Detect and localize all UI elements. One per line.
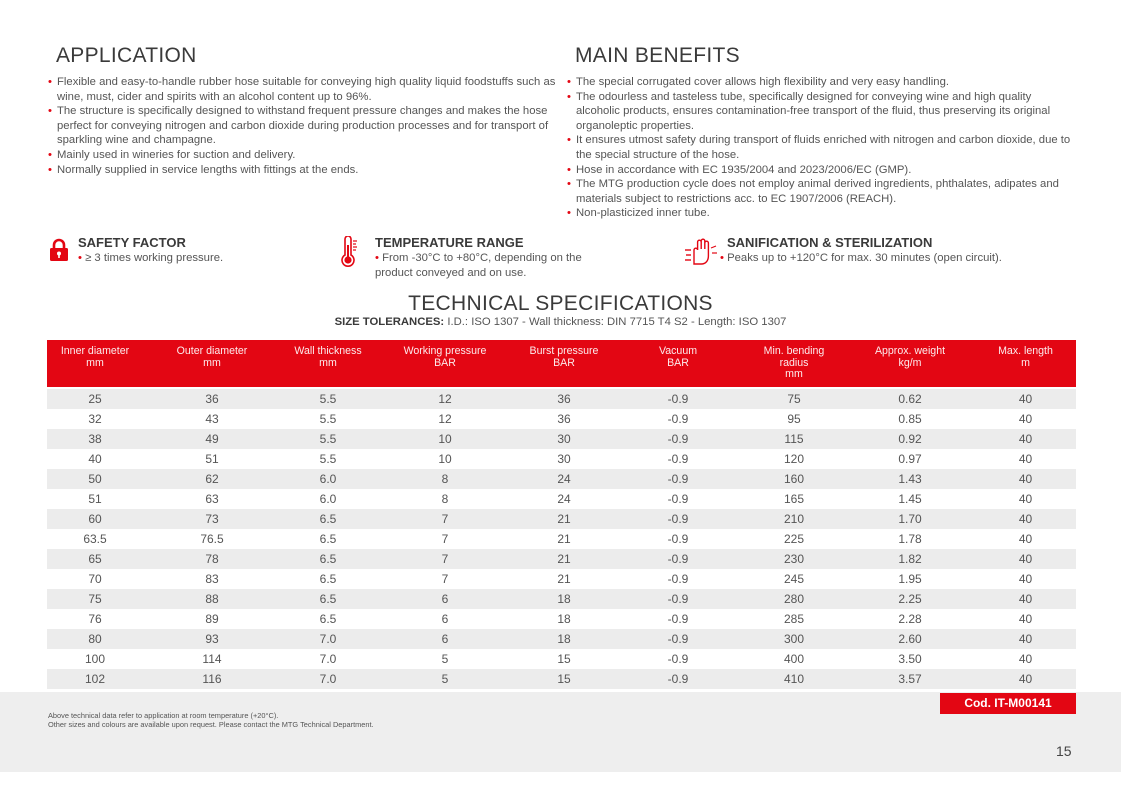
table-cell: 165	[783, 492, 805, 506]
application-bullet: • Mainly used in wineries for suction and delivery.	[48, 148, 558, 163]
table-cell: 15	[557, 652, 571, 666]
page-number: 15	[1056, 743, 1072, 759]
table-cell: 3.50	[898, 652, 922, 666]
table-cell: 6.5	[319, 512, 337, 526]
table-cell: -0.9	[667, 552, 689, 566]
column-header-line: Vacuum	[658, 345, 698, 357]
table-row	[47, 449, 1076, 469]
table-cell: 21	[557, 552, 571, 566]
table-cell: 3.57	[898, 672, 922, 686]
safety-factor-title: SAFETY FACTOR	[78, 235, 186, 250]
table-row	[47, 489, 1076, 509]
table-cell: 5.5	[319, 392, 337, 406]
table-row	[47, 469, 1076, 489]
column-header-line: Working pressure	[403, 345, 487, 357]
table-cell: 15	[557, 672, 571, 686]
column-header-line: Approx. weight	[874, 345, 946, 357]
table-cell: 10	[438, 452, 452, 466]
temperature-range-text-1: From -30°C to +80°C, depending on the	[382, 252, 582, 264]
table-cell: 63	[205, 492, 219, 506]
padlock-icon	[48, 238, 70, 262]
column-header-line: mm	[86, 356, 104, 369]
column-header-line: mm	[319, 356, 337, 369]
table-cell: 115	[784, 432, 804, 446]
table-cell: 5	[441, 652, 449, 666]
table-cell: 1.43	[898, 472, 922, 486]
footnote	[48, 711, 374, 729]
table-cell: 18	[557, 592, 571, 606]
benefits-bullet: • Hose in accordance with EC 1935/2004 and 2023/2006/EC (GMP).	[567, 163, 1077, 178]
table-cell: 40	[1018, 612, 1033, 626]
table-cell: 102	[84, 672, 106, 686]
table-cell: 7	[441, 532, 449, 546]
table-cell: 63.5	[83, 532, 107, 546]
size-tolerances	[0, 316, 1121, 328]
sanification-title: SANIFICATION & STERILIZATION	[727, 235, 933, 250]
table-cell: 7	[441, 552, 449, 566]
table-cell: 93	[205, 632, 219, 646]
column-header-line: mm	[203, 356, 221, 369]
column-header	[375, 340, 515, 387]
column-header	[975, 340, 1076, 387]
table-cell: 62	[205, 472, 219, 486]
table-cell: -0.9	[667, 472, 689, 486]
table-cell: 6.5	[319, 552, 337, 566]
table-cell: 24	[557, 492, 571, 506]
column-header	[613, 340, 743, 387]
table-row	[47, 409, 1076, 429]
table-cell: 78	[205, 552, 219, 566]
table-cell: 40	[1018, 532, 1033, 546]
table-cell: 83	[205, 572, 219, 586]
table-cell: -0.9	[667, 432, 689, 446]
benefits-bullet: • The special corrugated cover allows high flexibility and very easy handling.	[567, 75, 1077, 90]
table-cell: -0.9	[667, 652, 689, 666]
column-header-line: Outer diameter	[176, 345, 248, 357]
table-cell: -0.9	[667, 592, 689, 606]
table-cell: -0.9	[667, 392, 689, 406]
table-row	[47, 529, 1076, 549]
table-cell: 5.5	[319, 432, 337, 446]
table-cell: 2.28	[898, 612, 922, 626]
application-title: APPLICATION	[56, 44, 197, 67]
table-cell: 210	[783, 512, 805, 526]
table-cell: 1.82	[898, 552, 922, 566]
temperature-range-title: TEMPERATURE RANGE	[375, 235, 524, 250]
table-cell: 21	[557, 512, 571, 526]
table-cell: 36	[557, 392, 571, 406]
table-cell: -0.9	[667, 512, 689, 526]
table-cell: 1.45	[898, 492, 922, 506]
column-header	[515, 340, 613, 387]
column-header-line: BAR	[553, 356, 575, 369]
table-cell: 5.5	[319, 412, 337, 426]
column-header	[143, 340, 281, 387]
table-cell: -0.9	[667, 572, 689, 586]
column-header-line: Min. bending	[763, 345, 825, 357]
table-row	[47, 609, 1076, 629]
table-cell: 0.85	[898, 412, 922, 426]
table-cell: 75	[88, 592, 102, 606]
table-cell: 1.78	[898, 532, 922, 546]
table-cell: -0.9	[667, 412, 689, 426]
table-cell: 40	[1018, 552, 1033, 566]
table-cell: 225	[783, 532, 805, 546]
product-code-badge: Cod. IT-M00141	[940, 693, 1076, 714]
table-cell: 76.5	[200, 532, 224, 546]
column-header-line: Inner diameter	[60, 345, 130, 357]
table-row	[47, 649, 1076, 669]
table-cell: 6.5	[319, 532, 337, 546]
table-row	[47, 389, 1076, 409]
column-header	[281, 340, 375, 387]
table-row	[47, 589, 1076, 609]
table-cell: 32	[88, 412, 102, 426]
table-cell: 12	[438, 412, 452, 426]
table-row	[47, 569, 1076, 589]
benefits-list	[567, 75, 1077, 221]
table-cell: 6.0	[319, 492, 337, 506]
table-cell: 7.0	[319, 632, 337, 646]
size-tolerances-label: SIZE TOLERANCES:	[334, 316, 445, 328]
table-cell: 40	[1018, 392, 1033, 406]
size-tolerances-text: I.D.: ISO 1307 - Wall thickness: DIN 7715 T4 S2 - Length: ISO 1307	[444, 316, 787, 328]
table-cell: 12	[438, 392, 452, 406]
table-cell: 300	[783, 632, 805, 646]
column-header-line: Burst pressure	[529, 345, 599, 357]
table-cell: 18	[557, 632, 571, 646]
table-cell: 36	[205, 392, 219, 406]
spec-table-header	[47, 340, 1076, 387]
benefits-bullet: • It ensures utmost safety during transport of fluids enriched with nitrogen and carbon dioxide, due to the special structure of the hose.	[567, 133, 1077, 162]
table-cell: 160	[783, 472, 805, 486]
table-cell: 25	[88, 392, 102, 406]
table-cell: 51	[205, 452, 219, 466]
application-bullet: • Flexible and easy-to-handle rubber hose suitable for conveying high quality liquid foodstuffs such as wine, must, cider and spirits with an alcohol content up to 96%.	[48, 75, 558, 104]
table-cell: 40	[1018, 572, 1033, 586]
application-bullet: • The structure is specifically designed to withstand frequent pressure changes and makes the hose perfect for conveying nitrogen and carbon dioxide during production processes and for transport of sparkling wine and champagne.	[48, 104, 558, 148]
spec-table-body	[47, 389, 1076, 689]
table-cell: 76	[88, 612, 102, 626]
column-header-line: BAR	[434, 356, 456, 369]
table-cell: 6	[441, 612, 449, 626]
table-cell: 70	[88, 572, 102, 586]
table-cell: 120	[783, 452, 805, 466]
table-cell: 0.92	[898, 432, 922, 446]
table-cell: 8	[441, 492, 449, 506]
table-cell: 40	[1018, 472, 1033, 486]
table-cell: 30	[557, 452, 571, 466]
benefits-bullet: • Non-plasticized inner tube.	[567, 206, 1077, 221]
table-cell: 8	[441, 472, 449, 486]
table-cell: 51	[88, 492, 102, 506]
thermometer-icon	[340, 236, 360, 268]
table-cell: 18	[557, 612, 571, 626]
table-cell: -0.9	[667, 612, 689, 626]
table-row	[47, 669, 1076, 689]
table-cell: 7.0	[319, 652, 337, 666]
table-cell: 50	[88, 472, 102, 486]
table-cell: -0.9	[667, 452, 689, 466]
table-cell: -0.9	[667, 672, 689, 686]
sanification-text: Peaks up to +120°C for max. 30 minutes (open circuit).	[727, 252, 1002, 264]
table-row	[47, 509, 1076, 529]
temperature-range-text-2: product conveyed and on use.	[375, 266, 527, 279]
table-cell: 5.5	[319, 452, 337, 466]
table-cell: -0.9	[667, 492, 689, 506]
table-cell: 285	[783, 612, 805, 626]
safety-factor-text: ≥ 3 times working pressure.	[85, 252, 224, 264]
table-cell: 49	[205, 432, 219, 446]
table-cell: 6.5	[319, 572, 337, 586]
table-cell: 6	[441, 592, 449, 606]
column-header-line: mm	[785, 368, 803, 380]
table-cell: -0.9	[667, 632, 689, 646]
table-cell: 116	[202, 672, 222, 686]
table-cell: 40	[1018, 672, 1033, 686]
column-header-line: kg/m	[898, 356, 922, 369]
table-cell: 6.5	[319, 592, 337, 606]
table-cell: 6	[441, 632, 449, 646]
table-cell: 30	[557, 432, 571, 446]
footnote-line-1: Above technical data refer to application at room temperature (+20°C).	[48, 711, 279, 720]
sanitized-hand-icon	[684, 238, 718, 268]
table-cell: 230	[783, 552, 805, 566]
table-cell: 36	[557, 412, 571, 426]
table-cell: 89	[205, 612, 219, 626]
table-cell: 40	[1018, 432, 1033, 446]
table-cell: 100	[84, 652, 106, 666]
application-list	[48, 75, 558, 177]
table-row	[47, 549, 1076, 569]
table-cell: 60	[88, 512, 102, 526]
table-cell: 65	[88, 552, 102, 566]
table-cell: 40	[1018, 452, 1033, 466]
table-cell: 80	[88, 632, 102, 646]
benefits-title: MAIN BENEFITS	[575, 44, 740, 67]
table-row	[47, 629, 1076, 649]
footnote-line-2: Other sizes and colours are available upon request. Please contact the MTG Technical Department.	[48, 720, 374, 730]
table-cell: 5	[441, 672, 449, 686]
table-cell: 2.25	[898, 592, 922, 606]
table-cell: 280	[783, 592, 805, 606]
technical-specifications-title: TECHNICAL SPECIFICATIONS	[408, 292, 713, 315]
benefits-bullet: • The odourless and tasteless tube, specifically designed for conveying wine and high quality alcoholic products, ensures contamination-free transport of the fluid, thus preserving its original organoleptic properties.	[567, 90, 1077, 134]
table-cell: 7	[441, 512, 449, 526]
table-cell: 40	[88, 452, 102, 466]
table-cell: 7.0	[319, 672, 337, 686]
sanification-sterilization: SANIFICATION & STERILIZATION • Peaks up to +120°C for max. 30 minutes (open circuit).	[720, 235, 1002, 264]
table-cell: 40	[1018, 492, 1033, 506]
table-cell: 40	[1018, 592, 1033, 606]
application-bullet: • Normally supplied in service lengths with fittings at the ends.	[48, 163, 558, 178]
table-cell: 114	[202, 652, 222, 666]
table-cell: 1.70	[898, 512, 922, 526]
column-header	[47, 340, 143, 387]
column-header-line: radius	[779, 356, 809, 369]
table-cell: 400	[783, 652, 805, 666]
table-cell: 0.62	[898, 392, 922, 406]
table-cell: 73	[205, 512, 219, 526]
column-header-line: BAR	[667, 356, 689, 369]
temperature-range: TEMPERATURE RANGE • From -30°C to +80°C, depending on the product conveyed and on use.	[375, 235, 582, 279]
table-cell: 95	[787, 412, 801, 426]
table-cell: 40	[1018, 512, 1033, 526]
safety-factor: SAFETY FACTOR • ≥ 3 times working pressure.	[78, 235, 224, 264]
column-header-line: Max. length	[998, 345, 1053, 357]
table-cell: 21	[557, 572, 571, 586]
table-cell: 7	[441, 572, 449, 586]
table-cell: 10	[438, 432, 452, 446]
table-cell: 245	[783, 572, 805, 586]
table-cell: 1.95	[898, 572, 922, 586]
table-cell: -0.9	[667, 532, 689, 546]
table-row	[47, 429, 1076, 449]
table-cell: 88	[205, 592, 219, 606]
table-cell: 24	[557, 472, 571, 486]
column-header	[845, 340, 975, 387]
table-cell: 40	[1018, 632, 1033, 646]
table-cell: 40	[1018, 652, 1033, 666]
column-header-line: m	[1021, 356, 1030, 369]
table-cell: 40	[1018, 412, 1033, 426]
table-cell: 6.0	[319, 472, 337, 486]
table-cell: 410	[783, 672, 805, 686]
table-cell: 6.5	[319, 612, 337, 626]
table-cell: 2.60	[898, 632, 922, 646]
table-cell: 0.97	[898, 452, 922, 466]
table-cell: 21	[557, 532, 571, 546]
column-header	[743, 340, 845, 387]
table-cell: 43	[205, 412, 219, 426]
benefits-bullet: • The MTG production cycle does not employ animal derived ingredients, phthalates, adipates and materials subject to restrictions acc. to EC 1907/2006 (REACH).	[567, 177, 1077, 206]
column-header-line: Wall thickness	[294, 345, 362, 357]
table-cell: 38	[88, 432, 102, 446]
table-cell: 75	[787, 392, 801, 406]
